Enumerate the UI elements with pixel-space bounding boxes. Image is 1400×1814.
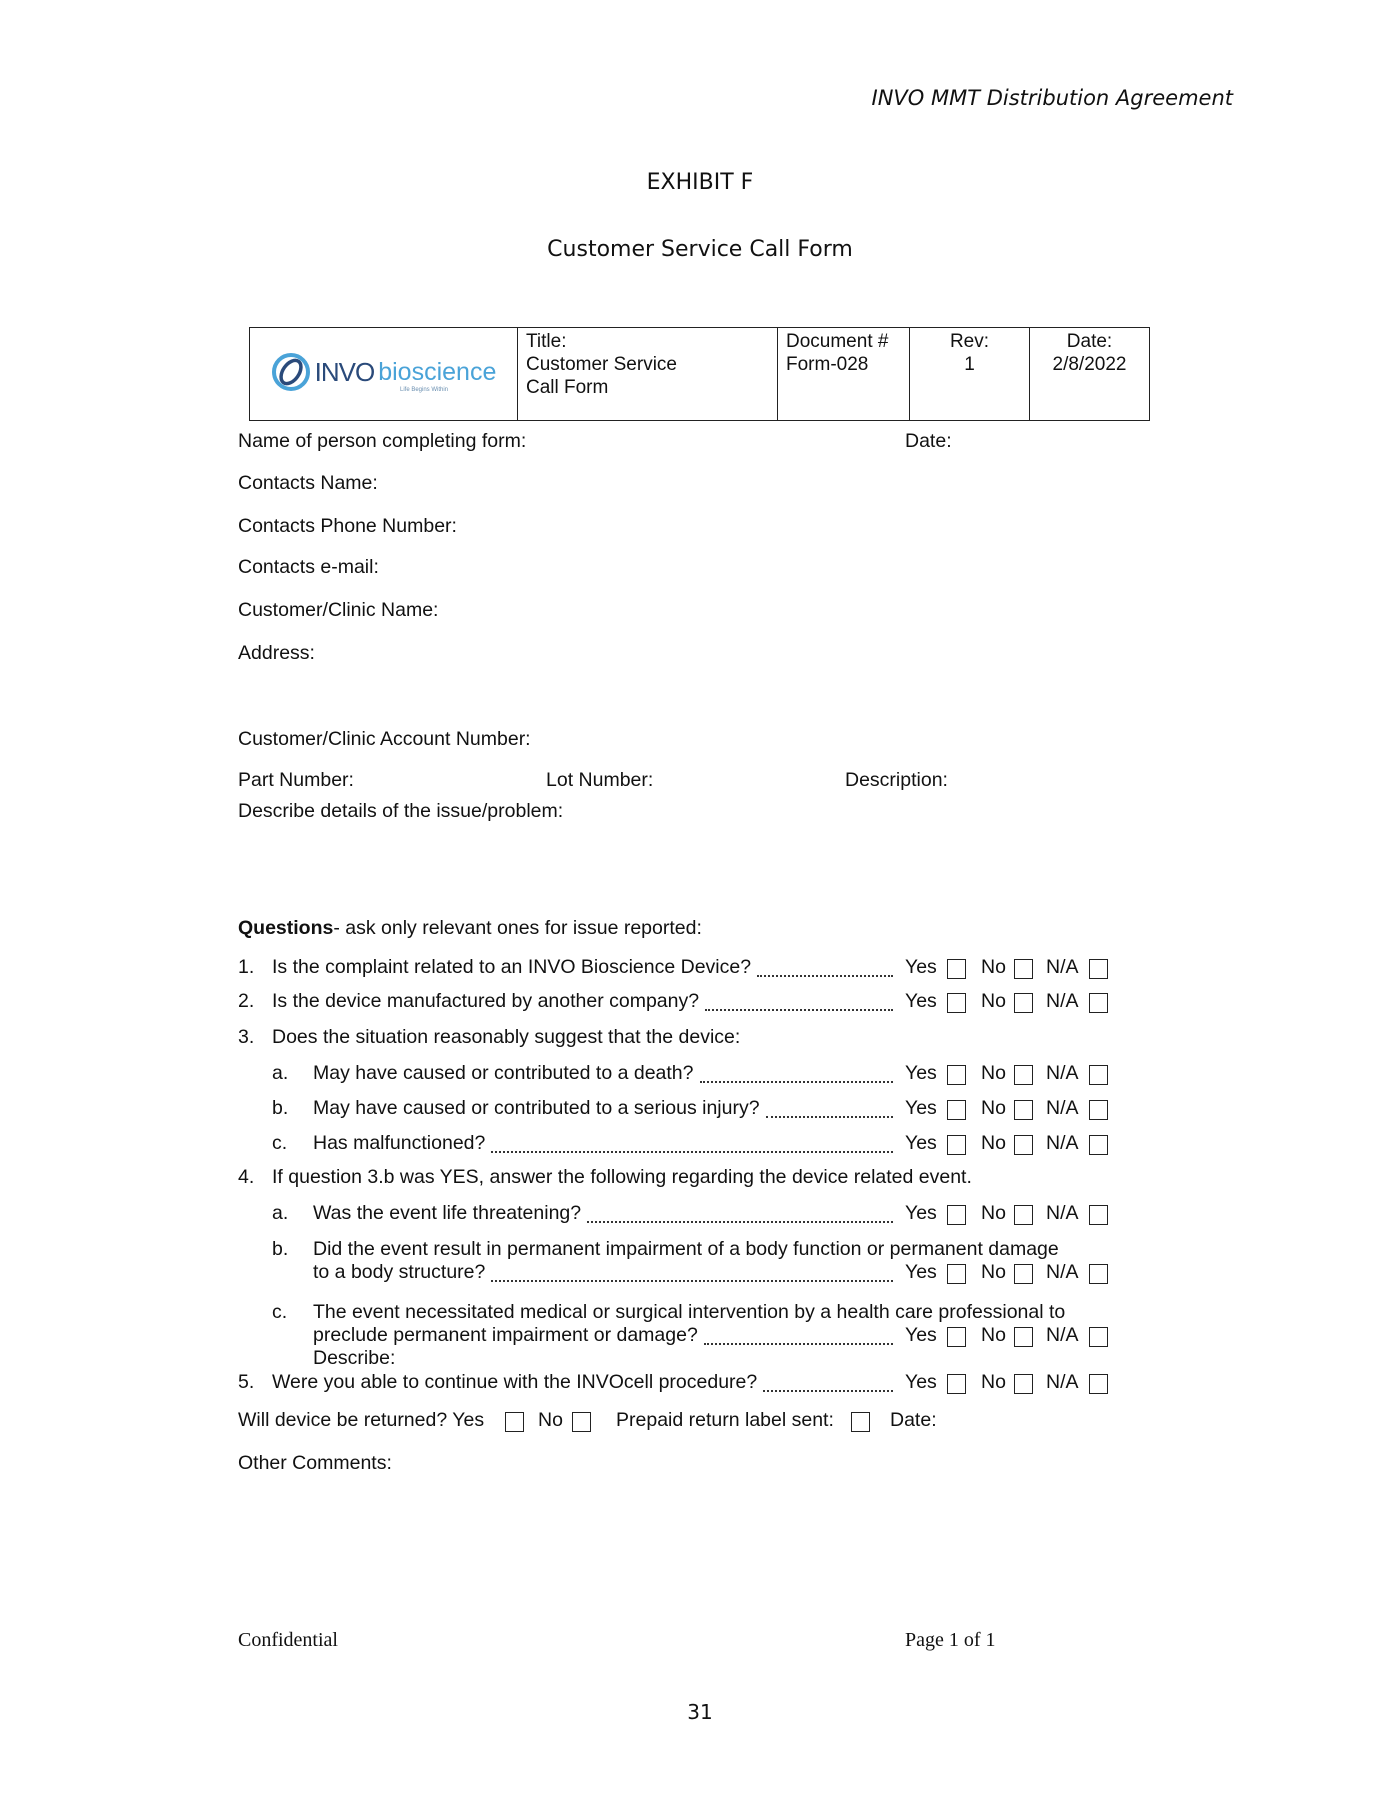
option-no-label: No (981, 1324, 1006, 1346)
leader-dots (700, 1081, 893, 1083)
invo-ring-icon (271, 352, 311, 392)
question-text: May have caused or contributed to a death? (313, 1062, 694, 1084)
option-no-checkbox[interactable] (1014, 959, 1033, 979)
option-na-label: N/A (1046, 1261, 1079, 1283)
option-yes-label: Yes (905, 1261, 937, 1283)
leader-dots (757, 975, 893, 977)
return-no-label: No (538, 1409, 563, 1431)
option-no-checkbox[interactable] (1014, 1264, 1033, 1284)
question-describe-label: Describe: (313, 1347, 396, 1369)
option-yes-checkbox[interactable] (947, 959, 966, 979)
option-no-label: No (981, 1261, 1006, 1283)
leader-dots (491, 1151, 893, 1153)
option-yes-label: Yes (905, 990, 937, 1012)
option-yes-label: Yes (905, 1324, 937, 1346)
option-yes-checkbox[interactable] (947, 1374, 966, 1394)
questions-heading: Questions- ask only relevant ones for issue reported: (238, 917, 702, 939)
agreement-header: INVO MMT Distribution Agreement (871, 86, 1233, 110)
question-text: May have caused or contributed to a serious injury? (313, 1097, 760, 1119)
leader-dots (766, 1116, 893, 1118)
exhibit-title: EXHIBIT F (646, 170, 754, 195)
label-sent-checkbox[interactable] (851, 1412, 870, 1432)
question-number: 2. (238, 990, 255, 1012)
return-no-checkbox[interactable] (572, 1412, 591, 1432)
address-label: Address: (238, 642, 315, 664)
option-yes-checkbox[interactable] (947, 1065, 966, 1085)
title-label: Title: (526, 331, 567, 352)
contacts-name-label: Contacts Name: (238, 472, 378, 494)
option-no-checkbox[interactable] (1014, 1135, 1033, 1155)
date-label: Date: (1066, 331, 1113, 352)
question-text: Was the event life threatening? (313, 1202, 582, 1224)
leader-dots (587, 1221, 893, 1223)
clinic-name-label: Customer/Clinic Name: (238, 599, 439, 621)
option-no-checkbox[interactable] (1014, 1374, 1033, 1394)
question-number: a. (272, 1202, 289, 1224)
leader-dots (705, 1009, 893, 1011)
name-field-label: Name of person completing form: (238, 430, 527, 452)
leader-dots (704, 1343, 893, 1345)
return-yes-checkbox[interactable] (505, 1412, 524, 1432)
page-indicator: Page 1 of 1 (905, 1629, 996, 1651)
option-no-label: No (981, 956, 1006, 978)
description-label: Description: (845, 769, 948, 791)
option-na-checkbox[interactable] (1089, 993, 1108, 1013)
rev-value: 1 (964, 354, 975, 375)
question-text-continued: preclude permanent impairment or damage? (313, 1324, 698, 1346)
question-number: c. (272, 1132, 288, 1154)
question-number: 3. (238, 1026, 255, 1048)
option-yes-checkbox[interactable] (947, 1135, 966, 1155)
question-text: Does the situation reasonably suggest that the device: (272, 1026, 741, 1048)
option-yes-checkbox[interactable] (947, 1205, 966, 1225)
account-number-label: Customer/Clinic Account Number: (238, 728, 531, 750)
option-na-checkbox[interactable] (1089, 1264, 1108, 1284)
option-no-label: No (981, 990, 1006, 1012)
option-no-checkbox[interactable] (1014, 1065, 1033, 1085)
invo-logo: INVO bioscience Life Begins Within (250, 328, 517, 416)
question-number: b. (272, 1238, 289, 1260)
option-na-checkbox[interactable] (1089, 1135, 1108, 1155)
title-value: Customer Service (526, 354, 677, 375)
contacts-email-label: Contacts e-mail: (238, 556, 379, 578)
date-field-label: Date: (905, 430, 952, 452)
title-value-2: Call Form (526, 377, 609, 398)
option-yes-label: Yes (905, 1132, 937, 1154)
question-text: Has malfunctioned? (313, 1132, 486, 1154)
question-number: b. (272, 1097, 289, 1119)
option-na-label: N/A (1046, 990, 1079, 1012)
question-number: 1. (238, 956, 255, 978)
document-info-table (249, 327, 1150, 421)
question-number: 4. (238, 1166, 255, 1188)
question-text-continued: to a body structure? (313, 1261, 486, 1283)
option-yes-label: Yes (905, 1097, 937, 1119)
leader-dots (763, 1390, 893, 1392)
logo-cell (250, 328, 518, 421)
option-yes-checkbox[interactable] (947, 993, 966, 1013)
option-na-label: N/A (1046, 1062, 1079, 1084)
question-text: If question 3.b was YES, answer the following regarding the device related event. (272, 1166, 972, 1188)
label-sent-label: Prepaid return label sent: (616, 1409, 834, 1431)
lot-number-label: Lot Number: (546, 769, 654, 791)
confidential-footer: Confidential (238, 1629, 338, 1651)
option-na-label: N/A (1046, 1202, 1079, 1224)
option-yes-label: Yes (905, 956, 937, 978)
option-na-checkbox[interactable] (1089, 959, 1108, 979)
question-number: a. (272, 1062, 289, 1084)
question-number: c. (272, 1301, 288, 1323)
option-yes-label: Yes (905, 1062, 937, 1084)
doc-number-label: Document # (786, 331, 889, 352)
issue-details-label: Describe details of the issue/problem: (238, 800, 564, 822)
option-no-checkbox[interactable] (1014, 1100, 1033, 1120)
question-text: Is the complaint related to an INVO Bioscience Device? (272, 956, 752, 978)
contacts-phone-label: Contacts Phone Number: (238, 515, 457, 537)
option-no-checkbox[interactable] (1014, 1327, 1033, 1347)
leader-dots (491, 1280, 893, 1282)
part-number-label: Part Number: (238, 769, 354, 791)
option-yes-checkbox[interactable] (947, 1327, 966, 1347)
option-na-label: N/A (1046, 956, 1079, 978)
option-na-label: N/A (1046, 1324, 1079, 1346)
option-na-checkbox[interactable] (1089, 1100, 1108, 1120)
option-no-label: No (981, 1202, 1006, 1224)
option-no-label: No (981, 1371, 1006, 1393)
option-no-label: No (981, 1132, 1006, 1154)
return-date-label: Date: (890, 1409, 937, 1431)
doc-number-value: Form-028 (786, 354, 869, 375)
question-text: Did the event result in permanent impairment of a body function or permanent damage (313, 1238, 1059, 1260)
option-na-checkbox[interactable] (1089, 1374, 1108, 1394)
question-number: 5. (238, 1371, 255, 1393)
option-yes-checkbox[interactable] (947, 1264, 966, 1284)
question-text: The event necessitated medical or surgical intervention by a health care professional to (313, 1301, 1066, 1323)
page-number: 31 (687, 1700, 713, 1724)
option-no-checkbox[interactable] (1014, 1205, 1033, 1225)
option-no-label: No (981, 1062, 1006, 1084)
question-text: Is the device manufactured by another company? (272, 990, 700, 1012)
option-yes-checkbox[interactable] (947, 1100, 966, 1120)
option-no-checkbox[interactable] (1014, 993, 1033, 1013)
question-text: Were you able to continue with the INVOcell procedure? (272, 1371, 758, 1393)
option-na-checkbox[interactable] (1089, 1065, 1108, 1085)
return-question: Will device be returned? Yes (238, 1409, 485, 1431)
option-na-label: N/A (1046, 1371, 1079, 1393)
rev-label: Rev: (949, 331, 990, 352)
option-yes-label: Yes (905, 1202, 937, 1224)
date-value: 2/8/2022 (1052, 354, 1127, 375)
option-na-label: N/A (1046, 1132, 1079, 1154)
option-na-label: N/A (1046, 1097, 1079, 1119)
option-yes-label: Yes (905, 1371, 937, 1393)
other-comments-label: Other Comments: (238, 1452, 392, 1474)
option-no-label: No (981, 1097, 1006, 1119)
form-title: Customer Service Call Form (547, 237, 853, 262)
option-na-checkbox[interactable] (1089, 1327, 1108, 1347)
option-na-checkbox[interactable] (1089, 1205, 1108, 1225)
